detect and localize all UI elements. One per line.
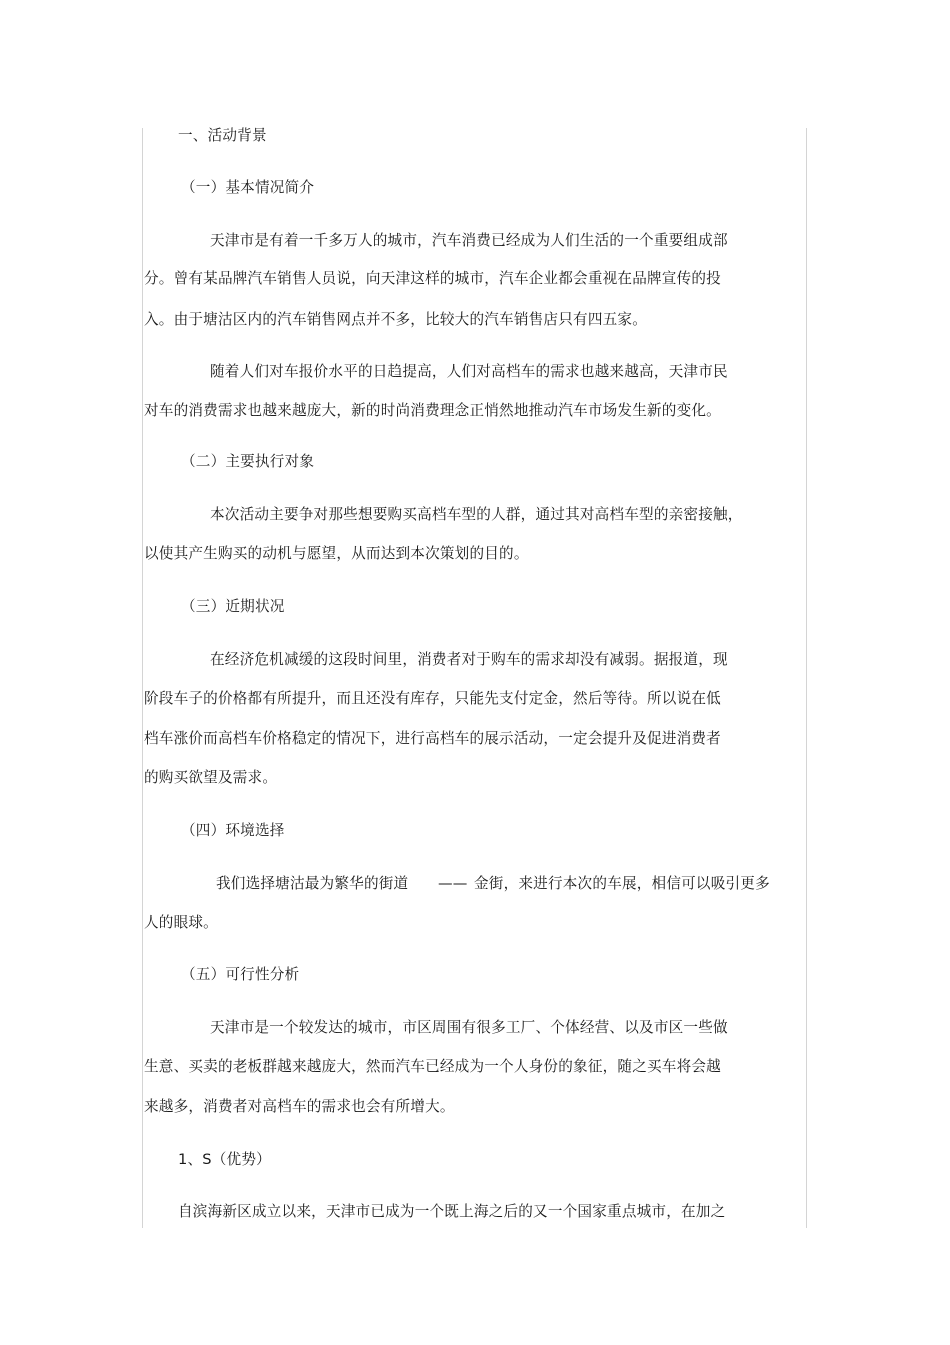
paragraph-line: 阶段车子的价格都有所提升，而且还没有库存，只能先支付定金，然后等待。所以说在低 — [144, 690, 721, 707]
paragraph-line: 随着人们对车报价水平的日趋提高，人们对高档车的需求也越来越高，天津市民 — [210, 363, 728, 380]
paragraph-line: 档车涨价而高档车价格稳定的情况下，进行高档车的展示活动，一定会提升及促进消费者 — [144, 730, 721, 747]
paragraph-line: 对车的消费需求也越来越庞大，新的时尚消费理念正悄然地推动汽车市场发生新的变化。 — [144, 402, 721, 419]
subsection-heading-1: （一）基本情况简介 — [181, 179, 315, 196]
paragraph-line: 来越多，消费者对高档车的需求也会有所增大。 — [144, 1098, 455, 1115]
paragraph-line: 我们选择塘沽最为繁华的街道 — [216, 875, 409, 892]
paragraph-line: 金街，来进行本次的车展，相信可以吸引更多 — [474, 875, 770, 892]
paragraph-line: 自滨海新区成立以来，天津市已成为一个既上海之后的又一个国家重点城市，在加之 — [178, 1203, 726, 1220]
paragraph-line: 生意、买卖的老板群越来越庞大，然而汽车已经成为一个人身份的象征，随之买车将会越 — [144, 1058, 721, 1075]
item-heading-s: 1、S（优势） — [178, 1151, 271, 1168]
paragraph-line: 的购买欲望及需求。 — [144, 769, 278, 786]
paragraph-line: 入。由于塘沽区内的汽车销售网点并不多，比较大的汽车销售店只有四五家。 — [144, 311, 647, 328]
section-heading: 一、活动背景 — [178, 127, 267, 144]
subsection-heading-4: （四）环境选择 — [181, 822, 285, 839]
subsection-heading-5: （五）可行性分析 — [181, 966, 300, 983]
paragraph-line: 以使其产生购买的动机与愿望，从而达到本次策划的目的。 — [144, 545, 529, 562]
paragraph-line: 分。曾有某品牌汽车销售人员说，向天津这样的城市，汽车企业都会重视在品牌宣传的投 — [144, 270, 721, 287]
paragraph-line: 天津市是一个较发达的城市，市区周围有很多工厂、个体经营、以及市区一些做 — [210, 1019, 728, 1036]
paragraph-line: 人的眼球。 — [144, 914, 218, 931]
page-border-right — [806, 128, 807, 1228]
paragraph-line: 在经济危机减缓的这段时间里，消费者对于购车的需求却没有减弱。据报道，现 — [210, 651, 728, 668]
page-border-left — [142, 128, 143, 1228]
subsection-heading-3: （三）近期状况 — [181, 598, 285, 615]
subsection-heading-2: （二）主要执行对象 — [181, 453, 315, 470]
paragraph-line: 天津市是有着一千多万人的城市，汽车消费已经成为人们生活的一个重要组成部 — [210, 232, 728, 249]
paragraph-line: 本次活动主要争对那些想要购买高档车型的人群，通过其对高档车型的亲密接触， — [210, 506, 743, 523]
em-dash: —— — [438, 875, 468, 892]
